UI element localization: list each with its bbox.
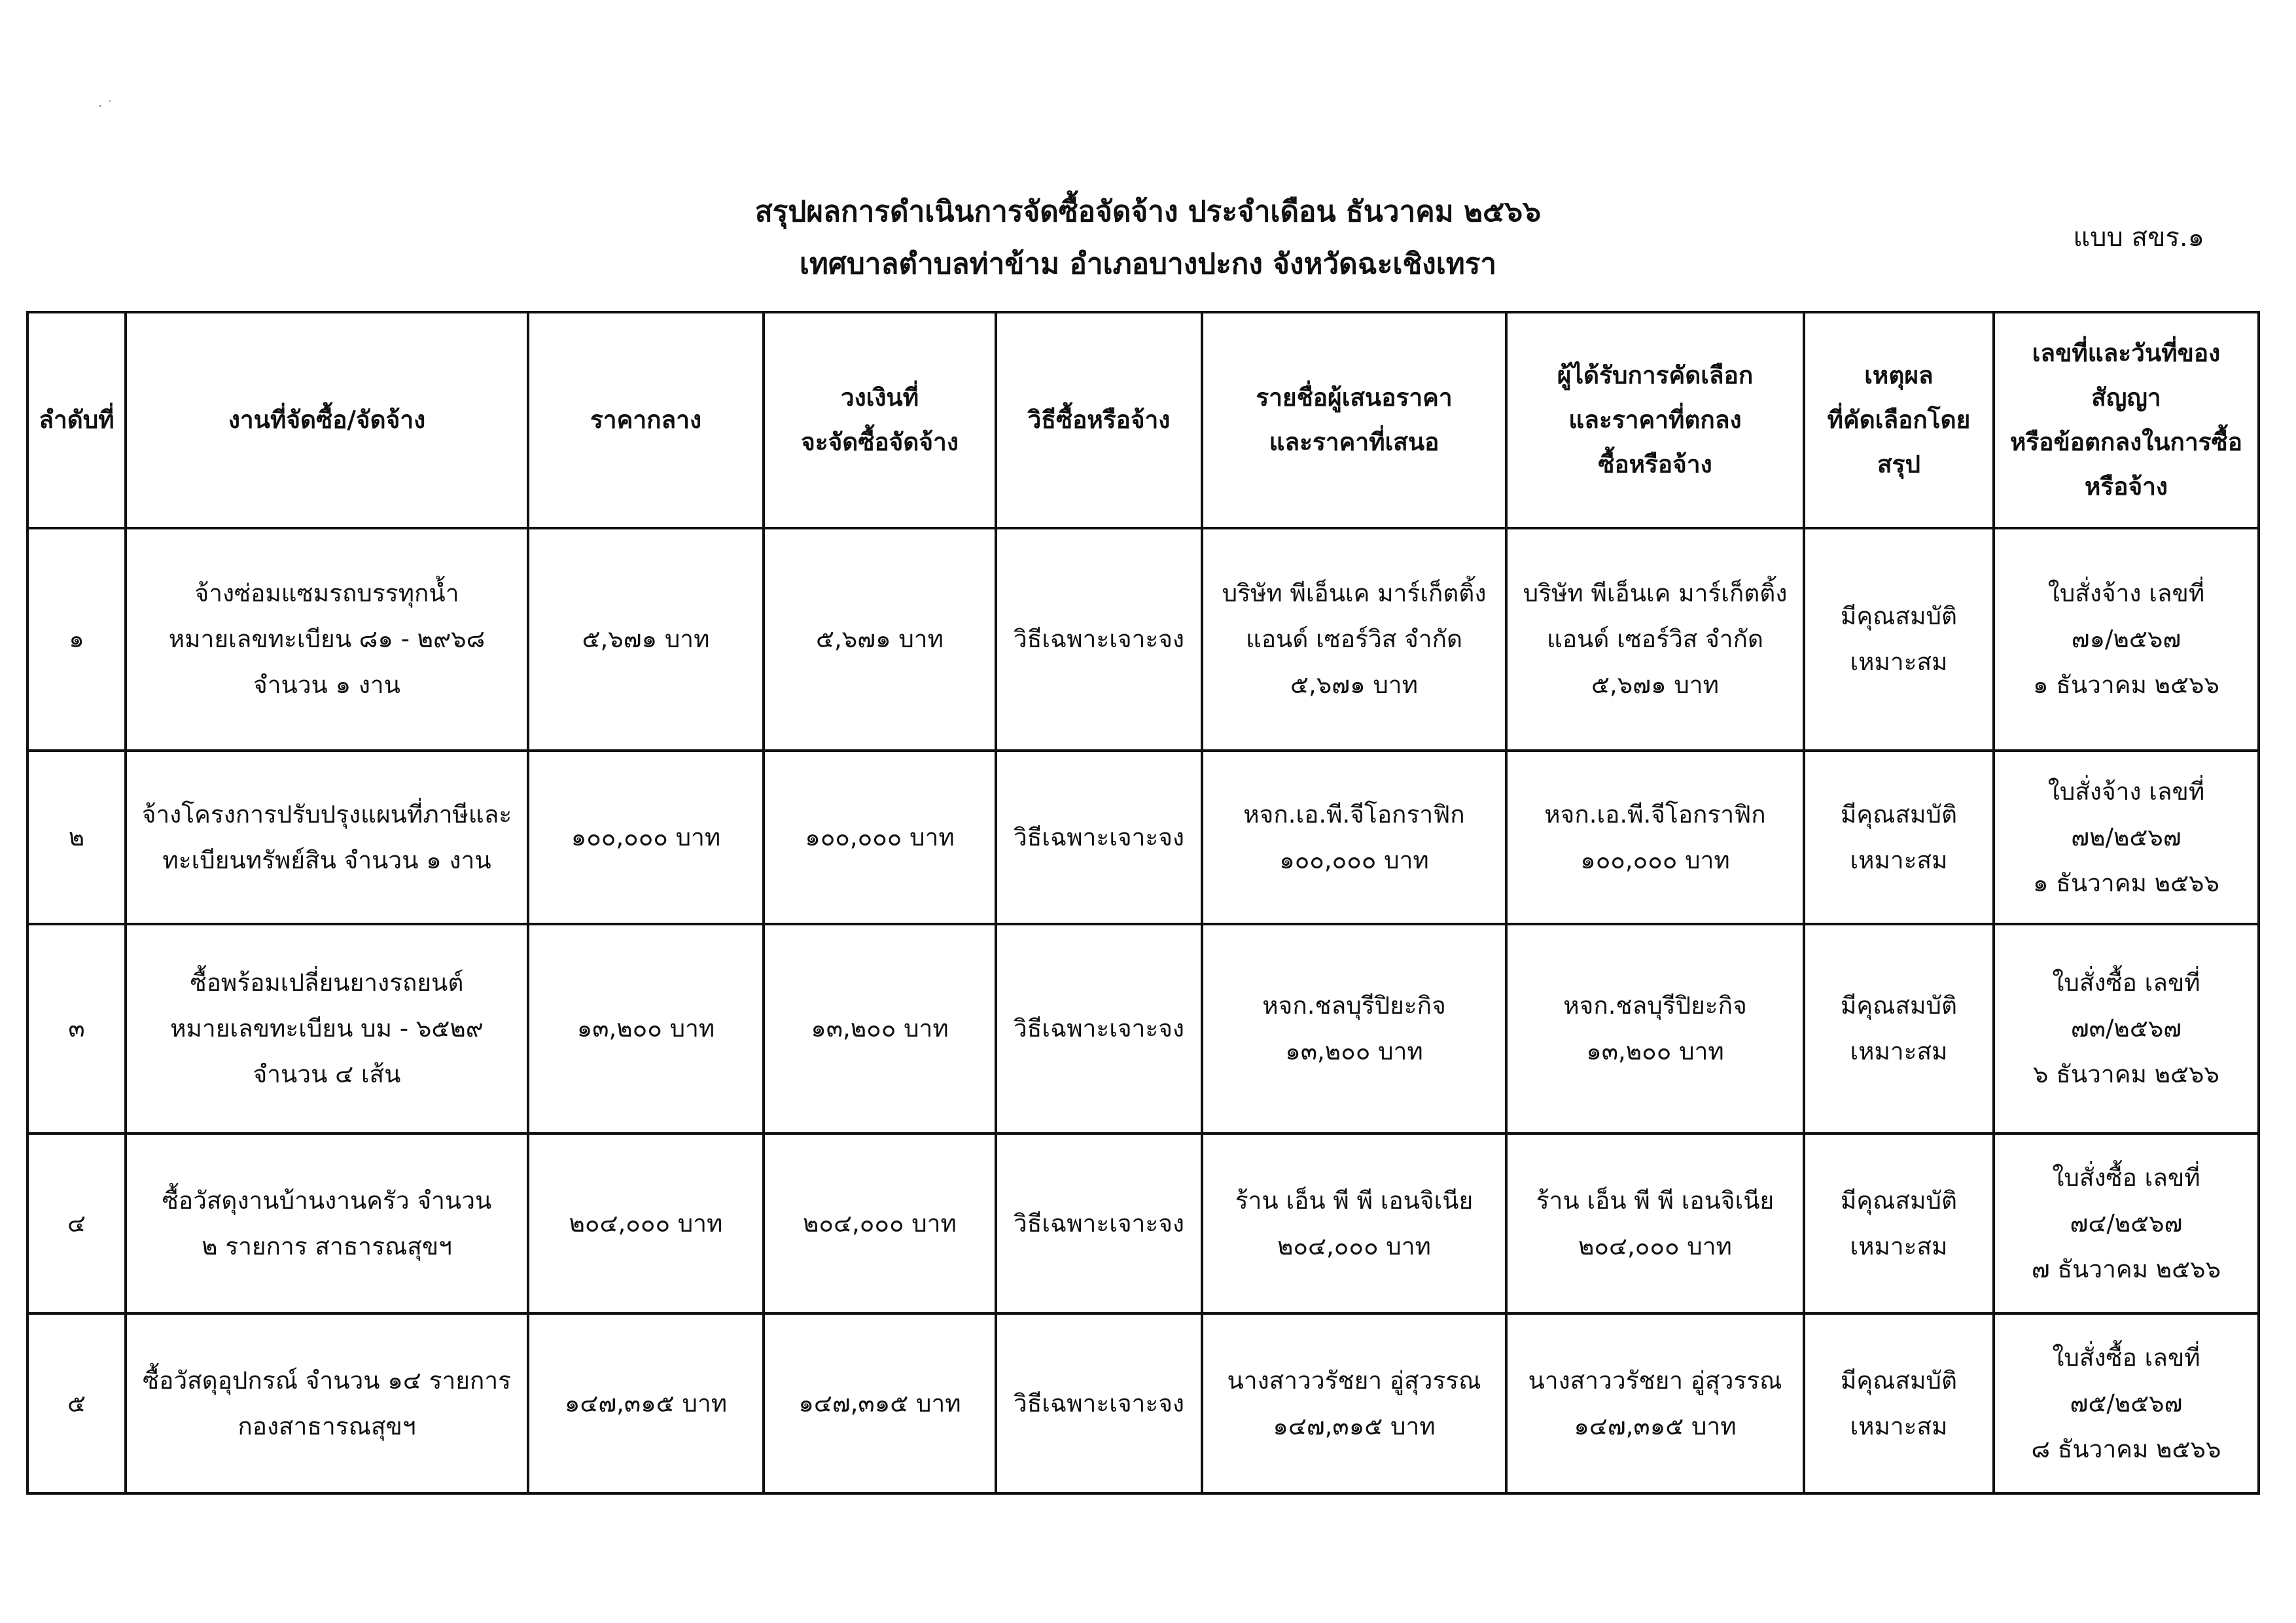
cell-bidders: บริษัท พีเอ็นเค มาร์เก็ตติ้ง แอนด์ เซอร์วิส จำกัด ๕,๖๗๑ บาท bbox=[1202, 528, 1506, 751]
report-title: สรุปผลการดำเนินการจัดซื้อจัดจ้าง ประจำเดือน ธันวาคม ๒๕๖๖ bbox=[754, 195, 1542, 228]
cell-budget: ๑๔๗,๓๑๕ บาท bbox=[764, 1313, 996, 1493]
col-header-bidders: รายชื่อผู้เสนอราคา และราคาที่เสนอ bbox=[1202, 312, 1506, 528]
cell-item: ซื้อวัสดุงานบ้านงานครัว จำนวน ๒ รายการ สาธารณสุขฯ bbox=[126, 1133, 528, 1313]
cell-reason: มีคุณสมบัติ เหมาะสม bbox=[1804, 528, 1994, 751]
col-header-median-price: ราคากลาง bbox=[528, 312, 764, 528]
cell-method: วิธีเฉพาะเจาะจง bbox=[996, 528, 1202, 751]
col-header-budget: วงเงินที่ จะจัดซื้อจัดจ้าง bbox=[764, 312, 996, 528]
col-header-contract: เลขที่และวันที่ของ สัญญา หรือข้อตกลงในการซื้อ หรือจ้าง bbox=[1994, 312, 2259, 528]
cell-selected: ร้าน เอ็น พี พี เอนจิเนีย ๒๐๔,๐๐๐ บาท bbox=[1506, 1133, 1804, 1313]
form-code: แบบ สขร.๑ bbox=[2073, 223, 2204, 253]
cell-item: ซื้อพร้อมเปลี่ยนยางรถยนต์ หมายเลขทะเบียน บม - ๖๕๒๙ จำนวน ๔ เส้น bbox=[126, 924, 528, 1133]
cell-seq: ๑ bbox=[27, 528, 126, 751]
col-header-reason: เหตุผล ที่คัดเลือกโดย สรุป bbox=[1804, 312, 1994, 528]
cell-method: วิธีเฉพาะเจาะจง bbox=[996, 1313, 1202, 1493]
table-row bbox=[27, 751, 2259, 924]
cell-selected: หจก.เอ.พี.จีโอกราฟิก ๑๐๐,๐๐๐ บาท bbox=[1506, 751, 1804, 924]
header-row bbox=[27, 312, 2259, 528]
cell-selected: บริษัท พีเอ็นเค มาร์เก็ตติ้ง แอนด์ เซอร์วิส จำกัด ๕,๖๗๑ บาท bbox=[1506, 528, 1804, 751]
cell-seq: ๒ bbox=[27, 751, 126, 924]
cell-contract: ใบสั่งซื้อ เลขที่ ๗๕/๒๕๖๗ ๘ ธันวาคม ๒๕๖๖ bbox=[1994, 1313, 2259, 1493]
cell-reason: มีคุณสมบัติ เหมาะสม bbox=[1804, 924, 1994, 1133]
cell-contract: ใบสั่งซื้อ เลขที่ ๗๔/๒๕๖๗ ๗ ธันวาคม ๒๕๖๖ bbox=[1994, 1133, 2259, 1313]
cell-method: วิธีเฉพาะเจาะจง bbox=[996, 751, 1202, 924]
table-row bbox=[27, 528, 2259, 751]
cell-reason: มีคุณสมบัติ เหมาะสม bbox=[1804, 1313, 1994, 1493]
cell-contract: ใบสั่งซื้อ เลขที่ ๗๓/๒๕๖๗ ๖ ธันวาคม ๒๕๖๖ bbox=[1994, 924, 2259, 1133]
cell-item: จ้างโครงการปรับปรุงแผนที่ภาษีและ ทะเบียนทรัพย์สิน จำนวน ๑ งาน bbox=[126, 751, 528, 924]
procurement-table bbox=[26, 311, 2260, 1495]
cell-seq: ๔ bbox=[27, 1133, 126, 1313]
cell-reason: มีคุณสมบัติ เหมาะสม bbox=[1804, 751, 1994, 924]
document-header bbox=[0, 193, 2296, 283]
scan-specks: · ˙ bbox=[98, 98, 113, 114]
cell-bidders: หจก.ชลบุรีปิยะกิจ ๑๓,๒๐๐ บาท bbox=[1202, 924, 1506, 1133]
table-row bbox=[27, 1313, 2259, 1493]
cell-method: วิธีเฉพาะเจาะจง bbox=[996, 924, 1202, 1133]
col-header-seq: ลำดับที่ bbox=[27, 312, 126, 528]
cell-budget: ๕,๖๗๑ บาท bbox=[764, 528, 996, 751]
cell-median-price: ๑๔๗,๓๑๕ บาท bbox=[528, 1313, 764, 1493]
table-row bbox=[27, 1133, 2259, 1313]
cell-contract: ใบสั่งจ้าง เลขที่ ๗๑/๒๕๖๗ ๑ ธันวาคม ๒๕๖๖ bbox=[1994, 528, 2259, 751]
cell-selected: นางสาววรัชยา อู่สุวรรณ ๑๔๗,๓๑๕ บาท bbox=[1506, 1313, 1804, 1493]
cell-selected: หจก.ชลบุรีปิยะกิจ ๑๓,๒๐๐ บาท bbox=[1506, 924, 1804, 1133]
cell-seq: ๓ bbox=[27, 924, 126, 1133]
cell-seq: ๕ bbox=[27, 1313, 126, 1493]
cell-budget: ๒๐๔,๐๐๐ บาท bbox=[764, 1133, 996, 1313]
cell-bidders: หจก.เอ.พี.จีโอกราฟิก ๑๐๐,๐๐๐ บาท bbox=[1202, 751, 1506, 924]
col-header-selected: ผู้ได้รับการคัดเลือก และราคาที่ตกลง ซื้อหรือจ้าง bbox=[1506, 312, 1804, 528]
cell-budget: ๑๐๐,๐๐๐ บาท bbox=[764, 751, 996, 924]
cell-reason: มีคุณสมบัติ เหมาะสม bbox=[1804, 1133, 1994, 1313]
cell-contract: ใบสั่งจ้าง เลขที่ ๗๒/๒๕๖๗ ๑ ธันวาคม ๒๕๖๖ bbox=[1994, 751, 2259, 924]
cell-median-price: ๒๐๔,๐๐๐ บาท bbox=[528, 1133, 764, 1313]
cell-item: จ้างซ่อมแซมรถบรรทุกน้ำ หมายเลขทะเบียน ๘๑ - ๒๙๖๘ จำนวน ๑ งาน bbox=[126, 528, 528, 751]
cell-budget: ๑๓,๒๐๐ บาท bbox=[764, 924, 996, 1133]
cell-median-price: ๑๐๐,๐๐๐ บาท bbox=[528, 751, 764, 924]
col-header-item: งานที่จัดซื้อ/จัดจ้าง bbox=[126, 312, 528, 528]
cell-bidders: ร้าน เอ็น พี พี เอนจิเนีย ๒๐๔,๐๐๐ บาท bbox=[1202, 1133, 1506, 1313]
cell-median-price: ๕,๖๗๑ บาท bbox=[528, 528, 764, 751]
cell-item: ซื้อวัสดุอุปกรณ์ จำนวน ๑๔ รายการ กองสาธารณสุขฯ bbox=[126, 1313, 528, 1493]
cell-median-price: ๑๓,๒๐๐ บาท bbox=[528, 924, 764, 1133]
cell-bidders: นางสาววรัชยา อู่สุวรรณ ๑๔๗,๓๑๕ บาท bbox=[1202, 1313, 1506, 1493]
col-header-method: วิธีซื้อหรือจ้าง bbox=[996, 312, 1202, 528]
organization-line: เทศบาลตำบลท่าข้าม อำเภอบางปะกง จังหวัดฉะเชิงเทรา bbox=[799, 247, 1497, 281]
cell-method: วิธีเฉพาะเจาะจง bbox=[996, 1133, 1202, 1313]
table-row bbox=[27, 924, 2259, 1133]
